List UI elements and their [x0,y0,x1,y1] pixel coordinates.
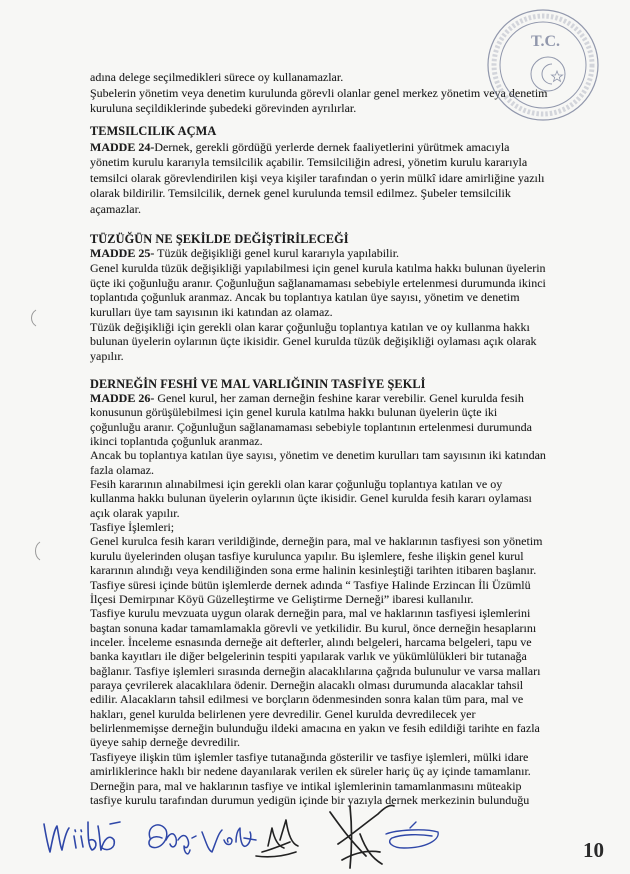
text-line: kullanma hakkı bulunan üyelerin oylarının üçte ikisidir. Genel kurulda fesih kararı oylaması [90,491,532,506]
article-label: MADDE 26- [90,390,155,405]
text-line: edilir. Alacakların tahsil edilmesi ve borçların ödenmesinden sonra kalan tüm para, mal ve [90,692,524,707]
text-line: Tasfiye İşlemleri; [90,520,175,535]
seal-label: T.C. [531,33,561,50]
text-line: fazla olamaz. [90,462,154,477]
text-line: Şubelerin yönetim veya denetim kurulunda görevli olanlar genel merkez yönetim veya denetim [90,85,548,100]
article-label: MADDE 24- [90,139,155,154]
continued-paragraph [90,70,610,117]
article-first-line [90,391,610,405]
article-label: MADDE 25- [90,246,155,261]
text-line: konusunun görüşülebilmesi için genel kurula katılma hakkı bulunan üyelerin üçte iki [90,405,498,420]
text-line: yönetim kurulu kararıyla temsilcilik açabilir. Temsilciliğin adresi, yönetim kurulu kararıyla [90,155,528,169]
text-line: banka kayıtları ile diğer belgelerinin tespiti yapılarak varlık ve yükümlülükleri bir tutanağa [90,649,527,664]
text-line: Genel kurulca fesih kararı verildiğinde, derneğin para, mal ve haklarının tasfiyesi son yönetim [90,534,543,549]
section-dissolution-liquidation [90,377,610,808]
text-line: açık olarak yapılır. [90,505,180,520]
text-line: Tasfiye kurulu mevzuata uygun olarak derneğin para, mal ve haklarının tasfiyesi işlemlerini [90,606,531,621]
text-line: amirliklerince haklı bir nedene dayanılarak verilen ek süreler hariç üç ay içinde tamamlanır. [90,764,531,779]
text-line: belirlenmemişse derneğin bulunduğu ildeki amacına en yakın ve fesih edildiği tarihte en fazla [90,721,540,736]
line-text: Dernek, gerekli gördüğü yerlerde dernek faaliyetlerini yürütmek amacıyla [154,139,510,154]
text-line: Ancak bu toplantıya katılan üye sayısı, yönetim ve denetim kurulları tam sayısının iki katından [90,448,546,463]
signature-5 [330,805,394,868]
section-heading: TÜZÜĞÜN NE ŞEKİLDE DEĞİŞTİRİLECEĞİ [90,231,349,246]
article-first-line [90,246,610,261]
text-line: ikinci toplantıda çoğunluk aranmaz. [90,433,263,448]
text-line: tasfiye kurulu tarafından durumun yedigün içinde bir yazıyla dernek merkezinin bulunduğu [90,792,530,807]
margin-mark [32,310,37,326]
text-line: üyeye sahip derneğe devredilir. [90,735,240,750]
signature-6 [386,822,438,848]
text-line: toplantıda çoğunluk aranmaz. Ancak bu toplantıya katılan üye sayısı, yönetim ve denetim [90,290,520,305]
text-line: kuruluna seçildiklerinde şubedeki görevinden ayrılırlar. [90,101,357,115]
line-text: Tüzük değişikliği genel kurul kararıyla yapılabilir. [154,246,400,261]
text-line: Derneğin para, mal ve haklarının tasfiye ve intikal işlemlerinin tamamlanmasını müteakip [90,778,522,793]
text-line: hakları, genel kurulda belirlenen yere devredilir. Genel kurulda devredilecek yer [90,706,476,721]
text-line: kararının alındığı veya kendiliğinden sona erme halinin kesinleştiği tarihten itibaren başlanır. [90,563,537,578]
text-line: baştan sonuna kadar tamamlamakla görevli ve yetkilidir. Bu kurul, önce derneğin hesaplarını [90,620,537,635]
text-line: kurulu üyelerinden oluşan tasfiye kurulunca yapılır. Bu işlemlere, feshe ilişkin genel kurul [90,548,524,563]
text-line: bulunan üyelerin oylarının üçte ikisidir. Genel kurulda tüzük değişikliği oylaması açık olarak [90,334,537,349]
text-line: yapılır. [90,349,124,364]
signature-3 [202,828,256,852]
signature-2 [149,825,196,854]
margin-mark [36,542,41,560]
article-first-line [90,140,610,156]
text-line: Tüzük değişikliği için gerekli olan karar çoğunluğu toplantıya katılan ve oy kullanma hakkı [90,319,530,334]
text-line: üçte iki çoğunluğu aranır. Çoğunluğun sağlanamaması sebebiyle ertelenmesi durumunda ikinci [90,275,546,290]
section-bylaw-amendment [90,232,610,364]
text-line: paraya çevrilerek alacaklılara ödenir. Derneğin alacaklı olması durumunda alacaklar tahsil [90,678,524,693]
section-heading: TEMSILCILIK AÇMA [90,124,217,138]
text-line: temsilci olarak görevlendirilen kişi veya kişiler tarafından o yerin mülkî idare amirliğine yazılı [90,170,545,185]
text-line: çoğunluğu aranır. Çoğunluğun sağlanamaması sebebiyle toplantının ertelenmesi durumunda [90,419,532,434]
text-line: açamazlar. [90,201,141,216]
section-heading: DERNEĞİN FESHİ VE MAL VARLIĞININ TASFİYE ŞEKLİ [90,376,426,391]
text-line: Tasfiyeye ilişkin tüm işlemler tasfiye tutanağında gösterilir ve tasfiye işlemleri, mülki idare [90,749,529,764]
signature-4 [256,820,298,857]
text-line: kurulları üye tam sayısının iki katından az olamaz. [90,305,333,320]
text-line: Fesih kararının alınabilmesi için gerekli olan karar çoğunluğu toplantıya katılan ve oy [90,477,503,492]
text-line: inceler. İnceleme esnasında derneğe ait defterler, alındı belgeleri, harcama belgeleri, tapu ve [90,634,532,649]
page-number: 10 [583,838,604,862]
section-representative-office [90,124,610,217]
text-line: bağlanır. Tasfiye işlemleri sırasında derneğin alacaklılarına çağrıda bulunulur ve varsa malları [90,663,541,678]
signature-1 [44,822,120,852]
text-line: adına delege seçilmedikleri sürece oy kullanamazlar. [90,70,344,84]
text-line: İlçesi Demirpınar Köyü Güzelleştirme ve Geliştirme Derneği” ibaresi kullanılır. [90,591,474,606]
text-line: Genel kurulda tüzük değişikliği yapılabilmesi için genel kurula katılma hakkı bulunan üyelerin [90,260,546,275]
text-line: Tasfiye süresi içinde bütün işlemlerde dernek adında “ Tasfiye Halinde Erzincan İli Üzümlü [90,577,531,592]
line-text: Genel kurul, her zaman derneğin feshine karar verebilir. Genel kurulda fesih [154,390,524,405]
text-line: olarak bildirilir. Temsilcilik, dernek genel kurulunda temsil edilmez. Şubeler temsilcilik [90,186,511,200]
